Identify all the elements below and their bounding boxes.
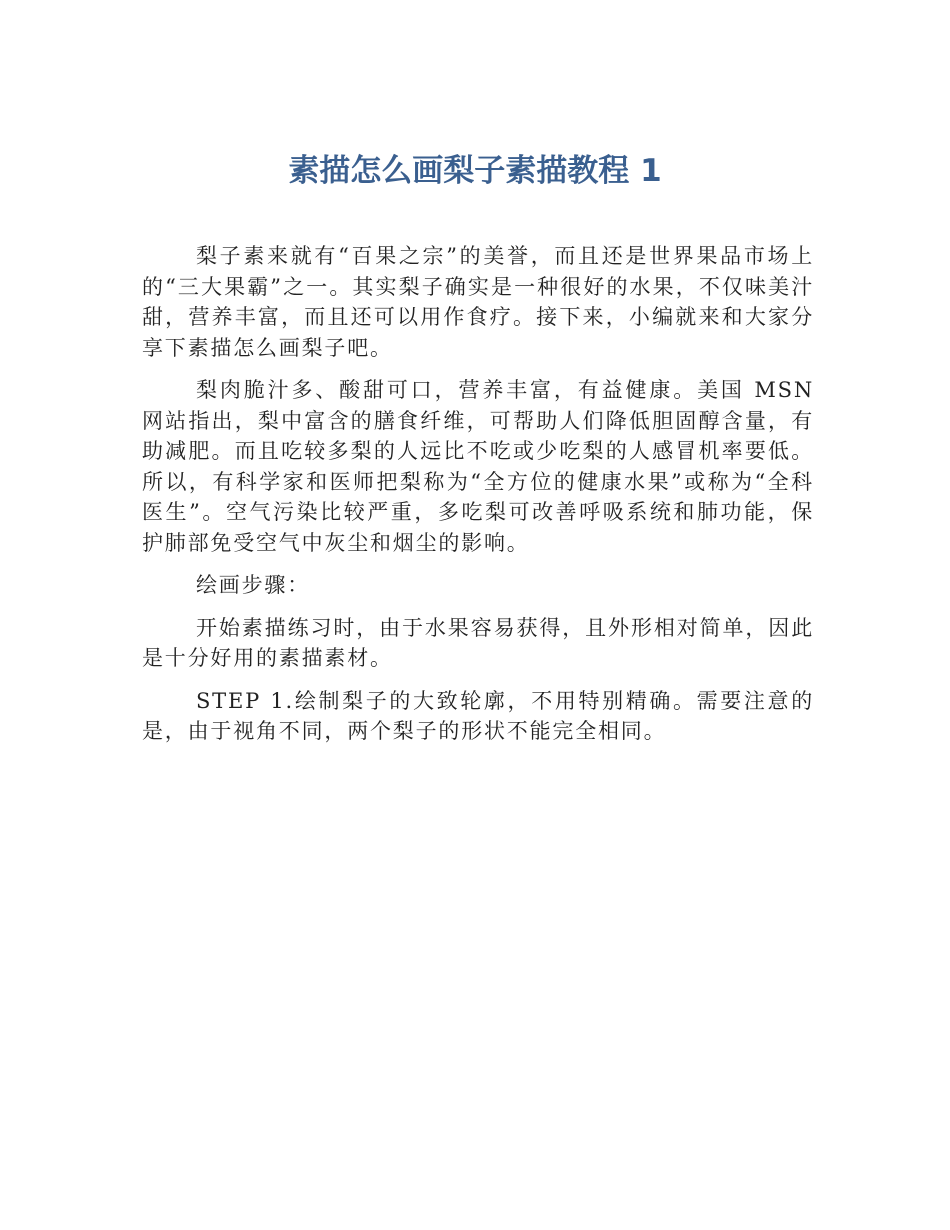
paragraph-start: 开始素描练习时，由于水果容易获得，且外形相对简单，因此是十分好用的素描素材。 — [142, 615, 814, 670]
paragraph-steps-heading: 绘画步骤： — [196, 573, 310, 597]
paragraph-step-1: STEP 1.绘制梨子的大致轮廓，不用特别精确。需要注意的是，由于视角不同，两个梨子的形状不能完全相同。 — [142, 688, 814, 743]
article-body — [142, 241, 814, 759]
paragraph-health: 梨肉脆汁多、酸甜可口，营养丰富，有益健康。美国 MSN 网站指出，梨中富含的膳食纤维，可帮助人们降低胆固醇含量，有助减肥。而且吃较多梨的人远比不吃或少吃梨的人感冒机率要低。所以，有科学家和医师把梨称为“全方位的健康水果”或称为“全科医生”。空气污染比较严重，多吃梨可改善呼吸系统和肺功能，保护肺部免受空气中灰尘和烟尘的影响。 — [142, 378, 814, 555]
page-title: 素描怎么画梨子素描教程 1 — [288, 153, 662, 189]
paragraph-intro: 梨子素来就有“百果之宗”的美誉，而且还是世界果品市场上的“三大果霸”之一。其实梨子确实是一种很好的水果，不仅味美汁甜，营养丰富，而且还可以用作食疗。接下来，小编就来和大家分享下素描怎么画梨子吧。 — [142, 244, 814, 360]
